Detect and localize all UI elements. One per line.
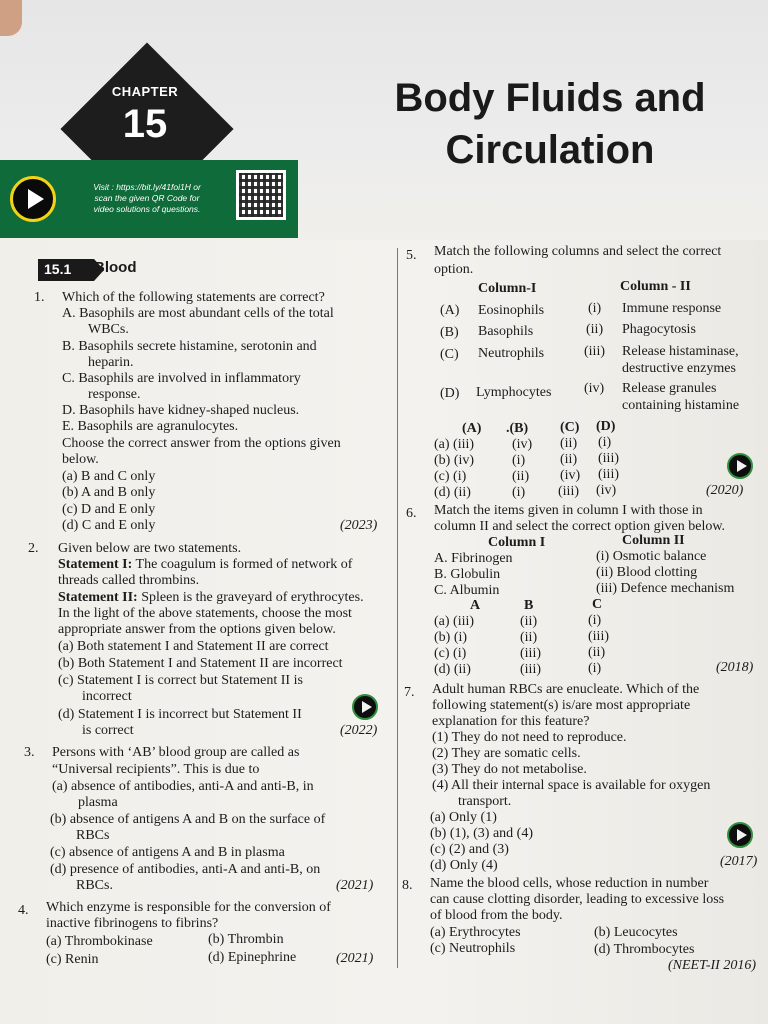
- chapter-label: CHAPTER: [111, 84, 179, 99]
- q5-rowD-roman: (iv): [584, 381, 605, 396]
- q5-rowB-item: Basophils: [478, 324, 534, 339]
- q5-a-2: (iv): [512, 437, 533, 452]
- q3-year: (2021): [336, 878, 374, 893]
- q6-row-c: C. Albumin: [434, 583, 500, 598]
- q8-option-b[interactable]: (b) Leucocytes: [594, 925, 678, 940]
- q2-year: (2022): [340, 723, 378, 738]
- q5-d-4: (iv): [596, 483, 617, 498]
- q7-statement-2: (2) They are somatic cells.: [432, 746, 581, 761]
- q5-rowD-value: Release granules: [622, 381, 717, 396]
- q6-d-2: (iii): [520, 662, 541, 677]
- q5-d-2: (i): [512, 485, 526, 500]
- q7-statement-4: (4) All their internal space is available for oxygen: [432, 778, 711, 793]
- q5-head-D: (D): [596, 419, 616, 434]
- q7-statement-3: (3) They do not metabolise.: [432, 762, 587, 777]
- q7-option-d[interactable]: (d) Only (4): [430, 858, 498, 873]
- q7-statement-4-cont: transport.: [458, 794, 512, 809]
- q6-c-3: (ii): [588, 645, 606, 660]
- q5-rowD-value-cont: containing histamine: [622, 398, 740, 413]
- chapter-title-line2: Circulation: [445, 128, 655, 172]
- q2-statement-1: [58, 557, 352, 573]
- q1-stmt-b-cont: heparin.: [88, 355, 134, 370]
- q1-stmt-d: D. Basophils have kidney-shaped nucleus.: [62, 403, 300, 418]
- q5-stem-cont: option.: [434, 262, 474, 277]
- q5-a-1: (a) (iii): [434, 437, 475, 452]
- q4-option-a[interactable]: (a) Thrombokinase: [46, 934, 153, 949]
- q2-statement-2: [58, 590, 364, 606]
- q6-row-a: A. Fibrinogen: [434, 551, 513, 566]
- q6-a-3: (i): [588, 613, 602, 628]
- q6-a-2: (ii): [520, 614, 538, 629]
- q7-video-icon[interactable]: [727, 822, 753, 848]
- q6-head-B: B: [524, 598, 534, 613]
- q5-head-A: (A): [462, 421, 482, 436]
- q1-stmt-b: B. Basophils secrete histamine, serotonin and: [62, 339, 317, 354]
- q5-c-2: (ii): [512, 469, 530, 484]
- q2-s2-label: Statement II:: [58, 590, 138, 605]
- chapter-number: 15: [122, 102, 168, 146]
- q4-stem-cont: inactive fibrinogens to fibrins?: [46, 916, 219, 931]
- q3-option-b[interactable]: (b) absence of antigens A and B on the surface of: [50, 812, 326, 827]
- q5-rowA-roman: (i): [588, 301, 602, 316]
- q2-option-d-cont: is correct: [82, 723, 134, 738]
- q8-stem-cont2: of blood from the body.: [430, 908, 563, 923]
- q6-stem: Match the items given in column I with those in: [434, 503, 703, 518]
- section-number: 15.1: [44, 261, 72, 277]
- q5-a-4: (i): [598, 435, 612, 450]
- q2-statement-1-cont: threads called thrombins.: [58, 573, 200, 588]
- q2-number: 2.: [28, 541, 39, 556]
- q4-stem: Which enzyme is responsible for the conversion of: [46, 900, 331, 915]
- q7-option-c[interactable]: (c) (2) and (3): [430, 842, 509, 857]
- q2-option-b[interactable]: (b) Both Statement I and Statement II are incorrect: [58, 656, 343, 671]
- q5-year: (2020): [706, 483, 744, 498]
- q5-col1-header: Column-I: [478, 281, 537, 296]
- video-link-text[interactable]: [62, 182, 232, 215]
- q6-row-b: B. Globulin: [434, 567, 501, 582]
- q6-d-3: (i): [588, 661, 602, 676]
- q2-s1-text: The coagulum is formed of network of: [132, 557, 353, 572]
- q2-video-icon[interactable]: [352, 694, 378, 720]
- q8-number: 8.: [402, 878, 413, 893]
- q6-c-2: (iii): [520, 646, 541, 661]
- q5-rowC-label: (C): [440, 347, 459, 362]
- q6-c-1: (c) (i): [434, 646, 467, 661]
- q5-col2-header: Column - II: [620, 279, 691, 294]
- q1-stem: Which of the following statements are correct?: [62, 290, 325, 305]
- q2-instr-2: appropriate answer from the options given below.: [58, 622, 336, 637]
- q5-rowB-label: (B): [440, 325, 459, 340]
- q5-c-4: (iii): [598, 467, 619, 482]
- q7-stem-cont2: explanation for this feature?: [432, 714, 590, 729]
- q5-d-1: (d) (ii): [434, 485, 471, 500]
- q1-stmt-c: C. Basophils are involved in inflammatory: [62, 371, 301, 386]
- q1-number: 1.: [34, 290, 45, 305]
- q6-b-2: (ii): [520, 630, 538, 645]
- q2-stem: Given below are two statements.: [58, 541, 242, 556]
- q2-option-c-cont: incorrect: [82, 689, 132, 704]
- q2-option-d[interactable]: (d) Statement I is incorrect but Statement II: [58, 707, 302, 722]
- q5-rowD-label: (D): [440, 386, 460, 401]
- q6-year: (2018): [716, 660, 754, 675]
- q2-s2-text: Spleen is the graveyard of erythrocytes.: [137, 590, 364, 605]
- visit-line1: Visit : https://bit.ly/41foi1H or: [93, 182, 201, 192]
- q1-option-c[interactable]: (c) D and E only: [62, 502, 156, 517]
- q5-rowB-value: Phagocytosis: [622, 322, 696, 337]
- q8-option-a[interactable]: (a) Erythrocytes: [430, 925, 521, 940]
- q6-col2-header: Column II: [622, 533, 685, 548]
- section-title: Blood: [94, 259, 137, 276]
- q5-b-1: (b) (iv): [434, 453, 475, 468]
- q6-b-1: (b) (i): [434, 630, 468, 645]
- q6-number: 6.: [406, 506, 417, 521]
- q6-col1-header: Column I: [488, 535, 546, 550]
- q5-rowC-value-cont: destructive enzymes: [622, 361, 736, 376]
- q1-option-a[interactable]: (a) B and C only: [62, 469, 156, 484]
- q5-c-3: (iv): [560, 468, 581, 483]
- q6-a-1: (a) (iii): [434, 614, 475, 629]
- q1-stmt-a-cont: WBCs.: [88, 322, 129, 337]
- column-divider: [397, 248, 398, 968]
- q4-option-b[interactable]: (b) Thrombin: [208, 932, 284, 947]
- q5-rowD-item: Lymphocytes: [476, 385, 552, 400]
- q1-stmt-a: A. Basophils are most abundant cells of the total: [62, 306, 334, 321]
- q2-instr-1: In the light of the above statements, choose the most: [58, 606, 352, 621]
- q2-option-a[interactable]: (a) Both statement I and Statement II are correct: [58, 639, 329, 654]
- q2-s1-label: Statement I:: [58, 557, 133, 572]
- q7-year: (2017): [720, 854, 758, 869]
- q4-option-c[interactable]: (c) Renin: [46, 952, 99, 967]
- q5-stem: Match the following columns and select the correct: [434, 244, 722, 259]
- q5-b-4: (iii): [598, 451, 619, 466]
- q5-b-3: (ii): [560, 452, 578, 467]
- q1-choose-cont: below.: [62, 452, 99, 467]
- q5-rowA-item: Eosinophils: [478, 303, 545, 318]
- q4-number: 4.: [18, 903, 29, 918]
- q4-year: (2021): [336, 951, 374, 966]
- q8-stem: Name the blood cells, whose reduction in number: [430, 876, 709, 891]
- q5-rowB-roman: (ii): [586, 322, 604, 337]
- q5-rowC-item: Neutrophils: [478, 346, 545, 361]
- q6-row-c-value: (iii) Defence mechanism: [596, 581, 735, 596]
- q7-statement-1: (1) They do not need to reproduce.: [432, 730, 627, 745]
- q5-head-C: (C): [560, 420, 580, 435]
- visit-line3: video solutions of questions.: [93, 204, 201, 214]
- q5-head-B: .(B): [506, 421, 529, 436]
- q2-option-c[interactable]: (c) Statement I is correct but Statement II is: [58, 673, 303, 688]
- q8-year: (NEET-II 2016): [668, 958, 756, 973]
- thumb-shadow: [0, 0, 22, 36]
- q7-stem: Adult human RBCs are enucleate. Which of the: [432, 682, 700, 697]
- q5-rowA-value: Immune response: [622, 301, 722, 316]
- q1-option-b[interactable]: (b) A and B only: [62, 485, 156, 500]
- q1-stmt-e: E. Basophils are agranulocytes.: [62, 419, 239, 434]
- chapter-title-line1: Body Fluids and: [394, 76, 706, 120]
- q5-video-icon[interactable]: [727, 453, 753, 479]
- q6-row-b-value: (ii) Blood clotting: [596, 565, 698, 580]
- q7-number: 7.: [404, 685, 415, 700]
- q1-option-d[interactable]: (d) C and E only: [62, 518, 156, 533]
- q8-stem-cont: can cause clotting disorder, leading to excessive loss: [430, 892, 725, 907]
- q5-number: 5.: [406, 248, 417, 263]
- q1-year: (2023): [340, 518, 378, 533]
- chapter-title: [360, 72, 740, 176]
- q6-b-3: (iii): [588, 629, 609, 644]
- q3-option-c[interactable]: (c) absence of antigens A and B in plasma: [50, 845, 285, 860]
- q5-a-3: (ii): [560, 436, 578, 451]
- q7-option-b[interactable]: (b) (1), (3) and (4): [430, 826, 534, 841]
- q5-rowC-roman: (iii): [584, 344, 605, 359]
- q3-stem-cont: “Universal recipients”. This is due to: [52, 762, 260, 777]
- q6-head-C: C: [592, 597, 603, 612]
- q3-option-d[interactable]: (d) presence of antibodies, anti-A and anti-B, on: [50, 862, 321, 877]
- q8-option-d[interactable]: (d) Thrombocytes: [594, 942, 695, 957]
- visit-line2: scan the given QR Code for: [94, 193, 200, 203]
- q5-c-1: (c) (i): [434, 469, 467, 484]
- q5-b-2: (i): [512, 453, 526, 468]
- q3-number: 3.: [24, 745, 35, 760]
- q1-choose: Choose the correct answer from the options given: [62, 436, 341, 451]
- q3-option-b-cont: RBCs: [76, 828, 110, 843]
- q6-d-1: (d) (ii): [434, 662, 471, 677]
- q1-stmt-c-cont: response.: [88, 387, 141, 402]
- qr-code-icon[interactable]: [236, 170, 286, 220]
- q5-d-3: (iii): [558, 484, 579, 499]
- q6-head-A: A: [470, 598, 481, 613]
- q6-stem-cont: column II and select the correct option given below.: [434, 519, 726, 534]
- q3-option-d-cont: RBCs.: [76, 878, 113, 893]
- q7-stem-cont: following statement(s) is/are most appropriate: [432, 698, 691, 713]
- q3-option-a-cont: plasma: [78, 795, 118, 810]
- q7-option-a[interactable]: (a) Only (1): [430, 810, 497, 825]
- q5-rowC-value: Release histaminase,: [622, 344, 739, 359]
- q6-row-a-value: (i) Osmotic balance: [596, 549, 707, 564]
- play-video-icon[interactable]: [10, 176, 56, 222]
- q3-stem: Persons with ‘AB’ blood group are called as: [52, 745, 300, 760]
- q8-option-c[interactable]: (c) Neutrophils: [430, 941, 516, 956]
- q5-rowA-label: (A): [440, 303, 460, 318]
- q3-option-a[interactable]: (a) absence of antibodies, anti-A and anti-B, in: [52, 779, 314, 794]
- q4-option-d[interactable]: (d) Epinephrine: [208, 950, 297, 965]
